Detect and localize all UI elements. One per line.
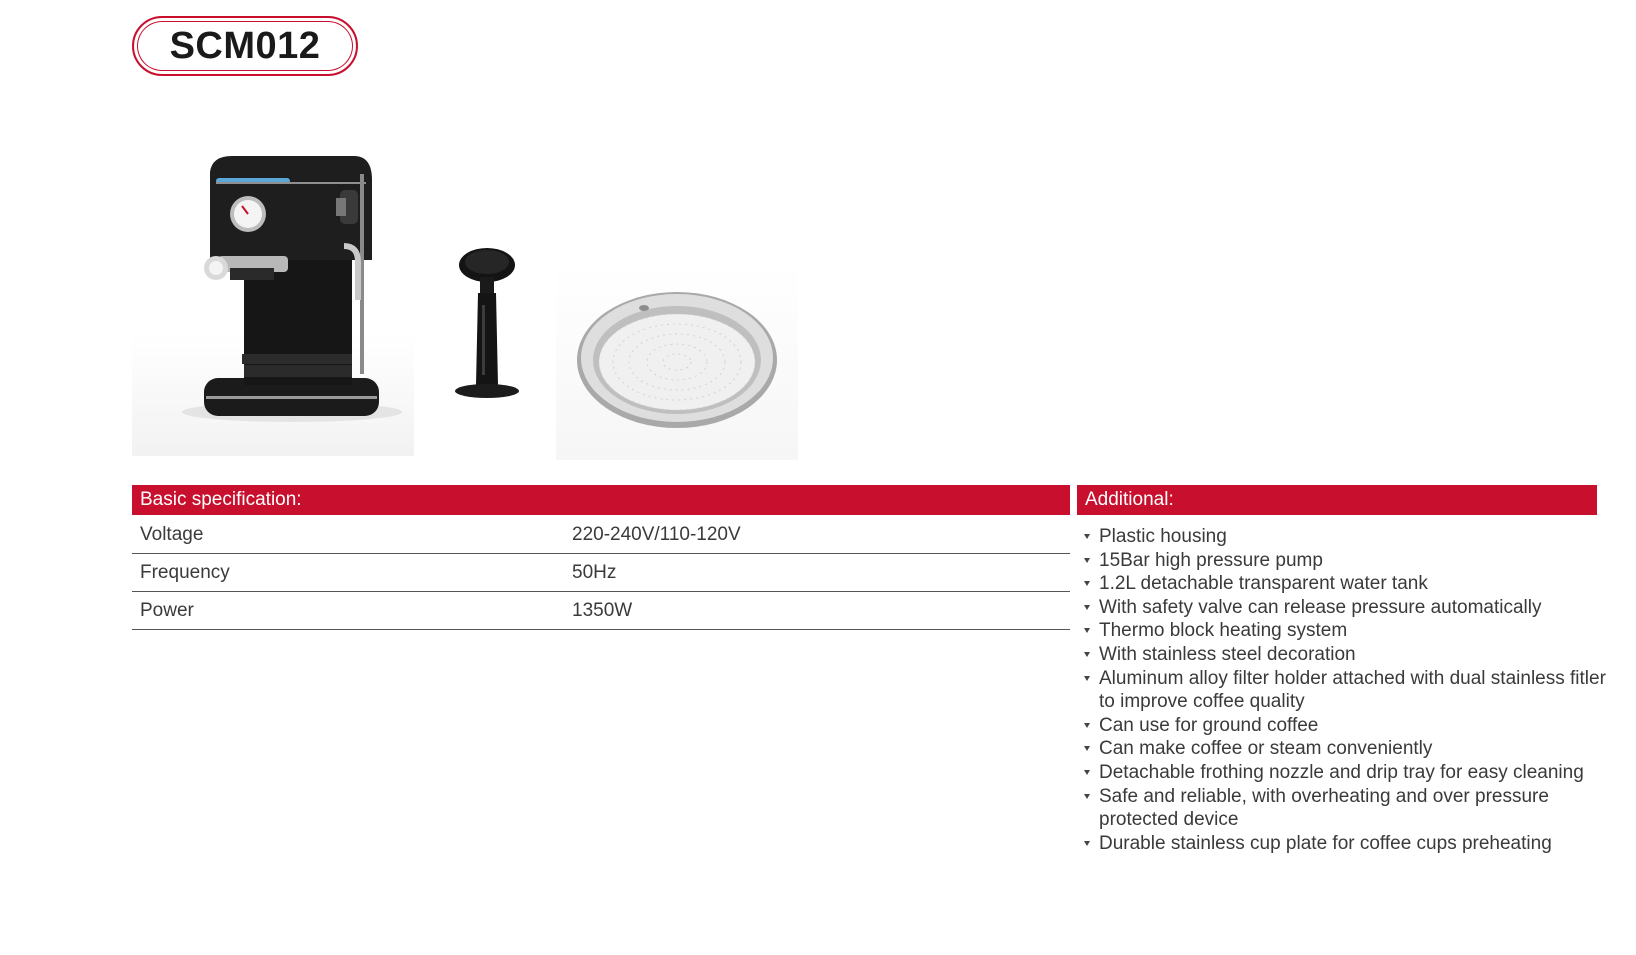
feature-item: With stainless steel decoration (1080, 643, 1625, 667)
feature-item: Detachable frothing nozzle and drip tray for easy cleaning (1080, 761, 1625, 785)
spec-row-frequency (132, 554, 1070, 592)
spec-row-power (132, 592, 1070, 630)
spec-label: Voltage (140, 523, 204, 545)
espresso-machine-image (132, 150, 414, 456)
spec-value: 1350W (572, 599, 633, 621)
spec-label: Frequency (140, 561, 230, 583)
spec-row-voltage (132, 516, 1070, 554)
feature-list (1080, 525, 1625, 855)
spec-value: 220-240V/110-120V (572, 523, 741, 545)
spec-label: Power (140, 599, 194, 621)
feature-item: Thermo block heating system (1080, 619, 1625, 643)
filter-basket-image (556, 262, 798, 460)
spec-value: 50Hz (572, 561, 617, 583)
model-title: SCM012 (169, 24, 321, 67)
feature-item: Can make coffee or steam conveniently (1080, 737, 1625, 761)
model-badge (132, 16, 358, 76)
feature-item: Plastic housing (1080, 525, 1625, 549)
feature-item: With safety valve can release pressure automatically (1080, 596, 1625, 620)
feature-item: Safe and reliable, with overheating and over pressure protected device (1080, 785, 1625, 832)
feature-item: 1.2L detachable transparent water tank (1080, 572, 1625, 596)
spec-table (132, 516, 1070, 630)
additional-header: Additional: (1077, 485, 1597, 515)
feature-item: Durable stainless cup plate for coffee cups preheating (1080, 832, 1625, 856)
feature-item: Aluminum alloy filter holder attached with dual stainless fitler to improve coffee quality (1080, 667, 1625, 714)
feature-item: Can use for ground coffee (1080, 714, 1625, 738)
basic-spec-header: Basic specification: (132, 485, 1070, 515)
coffee-tamper-image (448, 245, 528, 410)
feature-item: 15Bar high pressure pump (1080, 549, 1625, 573)
